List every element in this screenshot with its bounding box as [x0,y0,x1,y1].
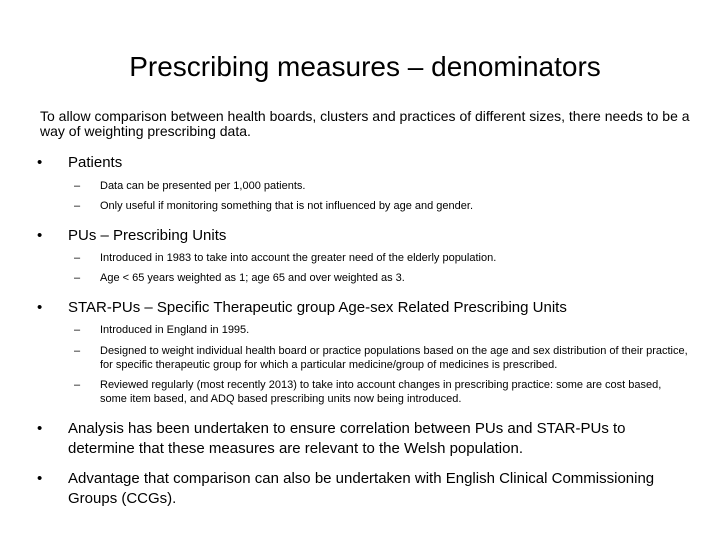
bullet-text: Advantage that comparison can also be undertaken with English Clinical Commissioning Groups (CCGs). [68,470,655,507]
sub-bullet-text: Introduced in 1983 to take into account the greater need of the elderly population. [100,252,497,264]
bullet-text: Patients [68,154,123,171]
sub-bullet-dash: – [74,272,81,284]
bullet-dot: • [37,227,43,244]
sub-bullet-text: Designed to weight individual health board or practice populations based on the age and sex distribution of their practice, for specific therapeutic group for which a particular medicine/group of medicines is prescribed. [100,345,688,371]
sub-bullet-dash: – [74,200,81,212]
sub-bullet-dash: – [74,379,81,391]
bullet-dot: • [37,154,43,171]
intro-text: To allow comparison between health boards, clusters and practices of different sizes, there needs to be a way of weighting prescribing data. [40,108,690,139]
sub-bullet-dash: – [74,180,81,192]
slide-title: Prescribing measures – denominators [129,51,601,82]
bullet-dot: • [37,470,43,487]
sub-bullet-text: Reviewed regularly (most recently 2013) to take into account changes in prescribing practice: some are cost based, some item based, and ADQ based prescribing units now being introduced. [100,379,662,405]
bullet-text: PUs – Prescribing Units [68,227,227,244]
bullet-dot: • [37,420,43,437]
sub-bullet-dash: – [74,324,81,336]
bullet-text: STAR-PUs – Specific Therapeutic group Age-sex Related Prescribing Units [68,299,567,316]
sub-bullet-dash: – [74,252,81,264]
bullet-dot: • [37,299,43,316]
sub-bullet-text: Data can be presented per 1,000 patients. [100,180,306,192]
sub-bullet-text: Age < 65 years weighted as 1; age 65 and over weighted as 3. [100,272,405,284]
sub-bullet-text: Introduced in England in 1995. [100,324,250,336]
bullet-text: Analysis has been undertaken to ensure correlation between PUs and STAR-PUs to determine that these measures are relevant to the Welsh population. [68,420,626,457]
sub-bullet-text: Only useful if monitoring something that is not influenced by age and gender. [100,200,474,212]
sub-bullet-dash: – [74,345,81,357]
